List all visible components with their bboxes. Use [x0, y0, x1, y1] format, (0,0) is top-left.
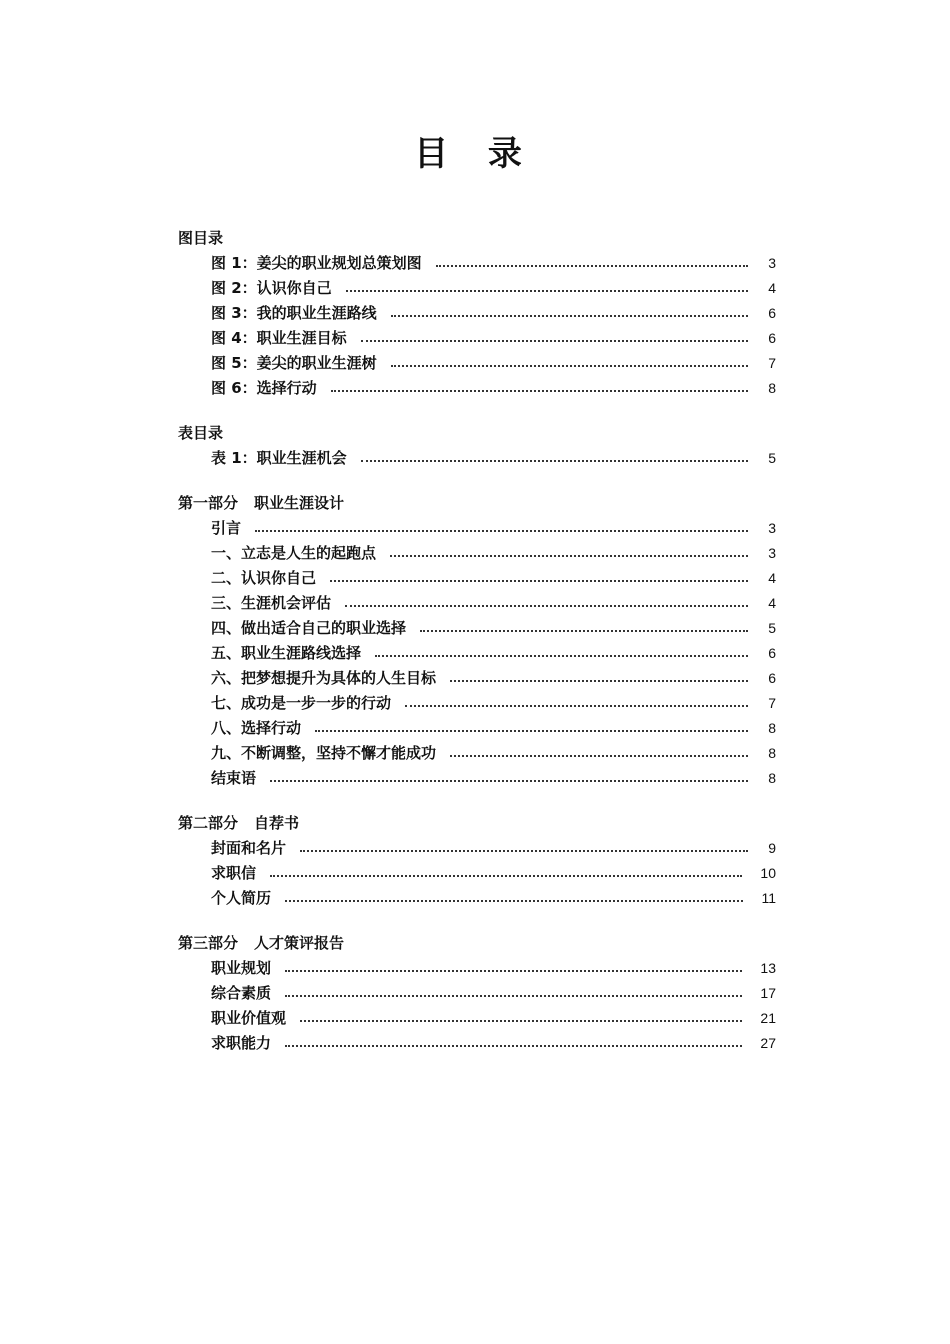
- toc-entry-page-number: 8: [768, 720, 776, 736]
- toc-entry-label: 综合素质: [211, 984, 272, 1002]
- section-heading: [178, 421, 778, 446]
- section-heading: [178, 811, 778, 836]
- toc-entry[interactable]: [178, 886, 778, 911]
- section-heading-label: 图目录: [178, 229, 224, 247]
- toc-entry-label: 结束语: [211, 769, 257, 787]
- toc-section: [178, 491, 778, 791]
- toc-entry-page-number: 6: [768, 670, 776, 686]
- toc-entry-label: 职业规划: [211, 959, 272, 977]
- table-of-contents: [178, 226, 778, 1076]
- dot-leader: [270, 780, 748, 782]
- toc-entry-page-number: 8: [768, 770, 776, 786]
- toc-entry-label: 图 2：认识你自己: [211, 279, 332, 297]
- page-title: 目 录: [414, 134, 536, 174]
- dot-leader: [420, 630, 748, 632]
- toc-entry[interactable]: [178, 276, 778, 301]
- toc-entry-page-number: 6: [768, 330, 776, 346]
- toc-entry-page-number: 7: [768, 695, 776, 711]
- dot-leader: [285, 900, 743, 902]
- toc-entry-page-number: 4: [768, 280, 776, 296]
- toc-entry[interactable]: [178, 541, 778, 566]
- toc-entry-label: 图 1：姜尖的职业规划总策划图: [211, 254, 422, 272]
- dot-leader: [285, 970, 742, 972]
- section-subheading: 职业生涯设计: [254, 494, 345, 512]
- toc-entry[interactable]: [178, 516, 778, 541]
- toc-entry-label: 引言: [211, 519, 242, 537]
- toc-entry-label: 五、职业生涯路线选择: [211, 644, 362, 662]
- dot-leader: [391, 315, 748, 317]
- dot-leader: [361, 460, 748, 462]
- section-heading: [178, 931, 778, 956]
- toc-entry[interactable]: [178, 326, 778, 351]
- toc-entry-page-number: 6: [768, 305, 776, 321]
- toc-entry[interactable]: [178, 351, 778, 376]
- dot-leader: [345, 605, 748, 607]
- dot-leader: [330, 580, 748, 582]
- toc-entry-label: 八、选择行动: [211, 719, 302, 737]
- toc-section: [178, 421, 778, 471]
- dot-leader: [391, 365, 748, 367]
- toc-entry-label: 封面和名片: [211, 839, 287, 857]
- toc-entry-page-number: 5: [768, 450, 776, 466]
- toc-section: [178, 931, 778, 1056]
- section-heading-label: 第一部分: [178, 494, 239, 512]
- toc-entry-page-number: 9: [768, 840, 776, 856]
- toc-entry-page-number: 11: [761, 890, 776, 906]
- dot-leader: [285, 995, 742, 997]
- toc-entry-page-number: 10: [760, 865, 776, 881]
- toc-entry[interactable]: [178, 376, 778, 401]
- toc-entry-page-number: 4: [768, 595, 776, 611]
- section-heading-label: 第二部分: [178, 814, 239, 832]
- section-heading-label: 第三部分: [178, 934, 239, 952]
- toc-entry-label: 四、做出适合自己的职业选择: [211, 619, 407, 637]
- dot-leader: [450, 755, 748, 757]
- toc-entry-label: 图 5：姜尖的职业生涯树: [211, 354, 377, 372]
- toc-entry-label: 一、立志是人生的起跑点: [211, 544, 377, 562]
- dot-leader: [361, 340, 748, 342]
- toc-entry-label: 表 1：职业生涯机会: [211, 449, 347, 467]
- toc-entry-label: 九、不断调整，坚持不懈才能成功: [211, 744, 437, 762]
- toc-entry[interactable]: [178, 301, 778, 326]
- toc-entry[interactable]: [178, 691, 778, 716]
- dot-leader: [436, 265, 748, 267]
- dot-leader: [331, 390, 748, 392]
- toc-entry[interactable]: [178, 566, 778, 591]
- toc-entry[interactable]: [178, 981, 778, 1006]
- toc-entry-page-number: 21: [760, 1010, 776, 1026]
- toc-entry-page-number: 8: [768, 745, 776, 761]
- dot-leader: [255, 530, 748, 532]
- toc-entry-label: 个人简历: [211, 889, 272, 907]
- toc-entry[interactable]: [178, 641, 778, 666]
- dot-leader: [346, 290, 748, 292]
- toc-entry-label: 求职能力: [211, 1034, 272, 1052]
- dot-leader: [450, 680, 748, 682]
- toc-entry[interactable]: [178, 1031, 778, 1056]
- toc-entry-label: 图 6：选择行动: [211, 379, 317, 397]
- toc-section: [178, 811, 778, 911]
- dot-leader: [285, 1045, 742, 1047]
- toc-entry-page-number: 8: [768, 380, 776, 396]
- toc-entry-page-number: 6: [768, 645, 776, 661]
- toc-entry-page-number: 3: [768, 545, 776, 561]
- toc-entry[interactable]: [178, 741, 778, 766]
- toc-entry[interactable]: [178, 616, 778, 641]
- dot-leader: [300, 1020, 742, 1022]
- toc-entry[interactable]: [178, 446, 778, 471]
- toc-entry[interactable]: [178, 766, 778, 791]
- toc-entry-page-number: 5: [768, 620, 776, 636]
- dot-leader: [405, 705, 748, 707]
- toc-entry-label: 七、成功是一步一步的行动: [211, 694, 392, 712]
- toc-entry[interactable]: [178, 666, 778, 691]
- toc-entry-label: 六、把梦想提升为具体的人生目标: [211, 669, 437, 687]
- toc-entry-label: 图 4：职业生涯目标: [211, 329, 347, 347]
- section-subheading: 人才策评报告: [254, 934, 345, 952]
- toc-entry-page-number: 4: [768, 570, 776, 586]
- toc-entry-page-number: 13: [760, 960, 776, 976]
- toc-entry-label: 二、认识你自己: [211, 569, 317, 587]
- dot-leader: [270, 875, 742, 877]
- dot-leader: [315, 730, 748, 732]
- toc-entry[interactable]: [178, 956, 778, 981]
- toc-entry-page-number: 17: [760, 985, 776, 1001]
- toc-entry[interactable]: [178, 251, 778, 276]
- toc-entry[interactable]: [178, 591, 778, 616]
- toc-entry-page-number: 7: [768, 355, 776, 371]
- toc-section: [178, 226, 778, 401]
- toc-entry-page-number: 3: [768, 255, 776, 271]
- dot-leader: [375, 655, 748, 657]
- toc-entry[interactable]: [178, 1006, 778, 1031]
- toc-entry-label: 求职信: [211, 864, 257, 882]
- toc-entry-label: 图 3：我的职业生涯路线: [211, 304, 377, 322]
- toc-entry-label: 职业价值观: [211, 1009, 287, 1027]
- toc-entry-label: 三、生涯机会评估: [211, 594, 332, 612]
- toc-entry[interactable]: [178, 836, 778, 861]
- section-subheading: 自荐书: [254, 814, 300, 832]
- toc-entry-page-number: 3: [768, 520, 776, 536]
- section-heading-label: 表目录: [178, 424, 224, 442]
- dot-leader: [390, 555, 748, 557]
- toc-entry[interactable]: [178, 861, 778, 886]
- toc-entry[interactable]: [178, 716, 778, 741]
- dot-leader: [300, 850, 748, 852]
- section-heading: [178, 491, 778, 516]
- section-heading: [178, 226, 778, 251]
- toc-entry-page-number: 27: [760, 1035, 776, 1051]
